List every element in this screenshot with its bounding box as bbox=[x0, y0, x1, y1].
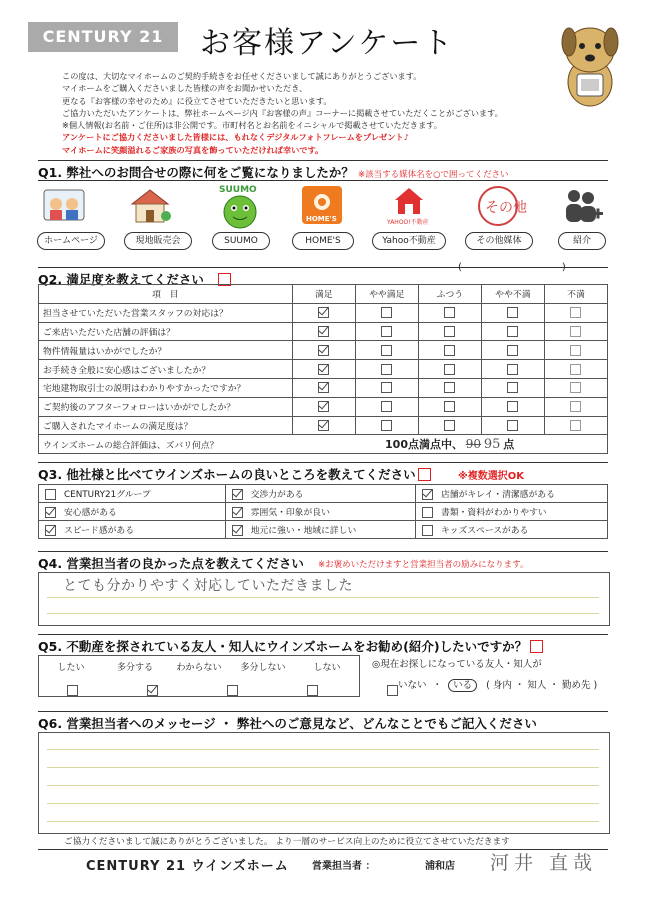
checkbox[interactable] bbox=[227, 685, 238, 696]
checkbox[interactable] bbox=[507, 401, 518, 412]
checkbox[interactable] bbox=[570, 307, 581, 318]
checkbox[interactable] bbox=[507, 382, 518, 393]
table-row bbox=[39, 503, 608, 521]
option-cell[interactable] bbox=[416, 485, 608, 503]
table-row bbox=[39, 303, 608, 322]
column-header: 不満 bbox=[544, 285, 607, 304]
friend-options: いない ・ いる ( 身内 ・ 知人 ・ 勤め先 ) bbox=[398, 680, 598, 691]
table-row bbox=[39, 360, 608, 379]
checkbox[interactable] bbox=[387, 685, 398, 696]
checkbox[interactable] bbox=[318, 420, 329, 431]
media-option-other[interactable]: その他媒体 bbox=[465, 232, 533, 250]
option-cell[interactable] bbox=[416, 521, 608, 539]
overall-score-cell bbox=[292, 435, 607, 454]
overall-score-row bbox=[39, 435, 608, 454]
row-label: ご来店いただいた店舗の評価は？ bbox=[39, 322, 293, 341]
media-option-yahoo[interactable]: Yahoo不動産 bbox=[372, 232, 446, 250]
checkbox[interactable] bbox=[318, 345, 329, 356]
checkbox[interactable] bbox=[147, 685, 158, 696]
option-label: 書類・資料がわかりやすい bbox=[441, 508, 547, 518]
row-label: 物件情報量はいかがでしたか？ bbox=[39, 341, 293, 360]
friend-option-yes[interactable]: いる bbox=[448, 679, 477, 692]
homes-icon-text: HOME'S bbox=[306, 215, 337, 223]
q3-check-mark-icon bbox=[418, 464, 431, 483]
q6-heading: Q6. 営業担当者へのメッセージ ・ 弊社へのご意見など、どんなことでもご記入ください bbox=[38, 716, 537, 731]
overall-score-scratch: 90 bbox=[465, 437, 482, 452]
other-icon-text: その他 bbox=[485, 200, 527, 216]
yahoo-realestate-icon bbox=[385, 184, 433, 228]
overall-label: ウインズホームの総合評価は、ズバリ何点？ bbox=[39, 435, 293, 454]
checkbox[interactable] bbox=[507, 420, 518, 431]
media-option-suumo[interactable]: SUUMO bbox=[212, 232, 270, 250]
row-label: 担当させていただいた営業スタッフの対応は？ bbox=[39, 303, 293, 322]
checkbox[interactable] bbox=[381, 345, 392, 356]
checkbox[interactable] bbox=[444, 401, 455, 412]
intro-line: ご協力いただいたアンケートは、弊社ホームページ内『お客様の声』コーナーに掲載させていただくことがございます。 bbox=[62, 107, 503, 118]
footer-thanks: ご協力くださいまして誠にありがとうございました。 より一層のサービス向上のために役立てさせていただきます bbox=[64, 837, 510, 847]
homepage-family-icon bbox=[42, 186, 86, 226]
intro-line: ※個人情報(お名前・ご住所)は非公開です。市町村名とお名前をイニシャルで掲載させていただきます。 bbox=[62, 120, 442, 131]
divider bbox=[38, 160, 608, 161]
checkbox[interactable] bbox=[381, 382, 392, 393]
column-header: ふつう bbox=[418, 285, 481, 304]
checkbox[interactable] bbox=[422, 507, 433, 518]
checkbox[interactable] bbox=[318, 326, 329, 337]
footer-brand: CENTURY 21 ウインズホーム bbox=[86, 859, 289, 874]
q5-check-mark-icon bbox=[530, 636, 543, 655]
friend-question: ◎現在お探しになっている友人・知人が bbox=[372, 659, 542, 670]
option-label: 店舗がキレイ・清潔感がある bbox=[441, 490, 555, 500]
intro-present-line: アンケートにご協力くださいました皆様には、もれなくデジタルフォトフレームをプレゼント♪ bbox=[62, 132, 409, 143]
table-row bbox=[39, 322, 608, 341]
intro-line: 更なる『お客様の幸せのため』に役立てさせていただきたいと思います。 bbox=[62, 95, 332, 106]
intro-line: マイホームをご購入くださいました皆様の声をお聞かせいただき、 bbox=[62, 83, 308, 94]
option-label: キッズスペースがある bbox=[441, 526, 529, 536]
checkbox[interactable] bbox=[232, 489, 243, 500]
intro-present-line: マイホームに笑顔溢れるご家族の写真を飾っていただければ幸いです。 bbox=[62, 144, 324, 155]
checkbox[interactable] bbox=[318, 382, 329, 393]
checkbox[interactable] bbox=[45, 525, 56, 536]
option-label: スピード感がある bbox=[64, 526, 135, 536]
option-label: 地元に強い・地域に詳しい bbox=[250, 526, 357, 536]
table-header-row bbox=[39, 285, 608, 304]
page-title: お客様アンケート bbox=[200, 26, 455, 61]
column-header: やや不満 bbox=[481, 285, 544, 304]
checkbox[interactable] bbox=[232, 525, 243, 536]
mascot-dog-icon bbox=[555, 22, 625, 110]
checkbox[interactable] bbox=[444, 420, 455, 431]
checkbox[interactable] bbox=[67, 685, 78, 696]
q1-note: ※該当する媒体名を○で囲ってください bbox=[358, 170, 509, 180]
overall-prefix: 100点満点中、 bbox=[385, 438, 463, 452]
option-label: 安心感がある bbox=[64, 508, 117, 518]
intro-text bbox=[62, 70, 503, 156]
checkbox[interactable] bbox=[444, 364, 455, 375]
media-option-homes[interactable]: HOME'S bbox=[292, 232, 354, 250]
q2-heading: Q2. 満足度を教えてください bbox=[38, 272, 204, 287]
checkbox[interactable] bbox=[232, 507, 243, 518]
staff-label: 営業担当者 ： bbox=[312, 861, 376, 872]
checkbox[interactable] bbox=[570, 364, 581, 375]
checkbox[interactable] bbox=[422, 489, 433, 500]
checkbox[interactable] bbox=[444, 382, 455, 393]
table-row bbox=[39, 416, 608, 435]
staff-name: 河井 直哉 bbox=[490, 852, 598, 874]
checkbox[interactable] bbox=[318, 364, 329, 375]
divider bbox=[38, 267, 608, 268]
checkbox[interactable] bbox=[507, 326, 518, 337]
option-cell[interactable] bbox=[225, 503, 415, 521]
suumo-icon-text: SUUMO bbox=[219, 185, 257, 195]
century21-logo: CENTURY 21 bbox=[28, 22, 178, 52]
checkbox[interactable] bbox=[318, 307, 329, 318]
overall-suffix: 点 bbox=[503, 438, 515, 452]
column-header: 項 目 bbox=[39, 285, 293, 304]
checkbox[interactable] bbox=[307, 685, 318, 696]
media-option-referral[interactable]: 紹介 bbox=[558, 232, 606, 250]
homes-icon bbox=[298, 184, 346, 228]
option-cell[interactable] bbox=[39, 485, 226, 503]
option-label: 交渉力がある bbox=[250, 490, 304, 500]
checkbox[interactable] bbox=[507, 364, 518, 375]
row-label: 宅地建物取引士の説明はわかりやすかったですか？ bbox=[39, 378, 293, 397]
divider bbox=[38, 551, 608, 552]
divider bbox=[38, 180, 608, 181]
option-cell[interactable] bbox=[39, 521, 226, 539]
checkbox[interactable] bbox=[570, 345, 581, 356]
recommend-label: したい bbox=[57, 663, 85, 673]
table-row bbox=[39, 378, 608, 397]
divider bbox=[38, 711, 608, 712]
yahoo-icon-text: YAHOO!不動産 bbox=[387, 219, 429, 226]
q4-answer-box[interactable] bbox=[38, 572, 610, 626]
checkbox[interactable] bbox=[422, 525, 433, 536]
recommend-options bbox=[38, 655, 360, 697]
option-cell[interactable] bbox=[225, 521, 415, 539]
table-row bbox=[39, 397, 608, 416]
table-row bbox=[39, 485, 608, 503]
column-header: やや満足 bbox=[355, 285, 418, 304]
row-label: お手続き全般に安心感はございましたか？ bbox=[39, 360, 293, 379]
recommend-label: わからない bbox=[176, 663, 222, 673]
q1-heading: Q1. 弊社へのお問合せの際に何をご覧になりましたか？ bbox=[38, 165, 354, 180]
overall-score[interactable]: 95 bbox=[483, 437, 501, 453]
option-cell[interactable] bbox=[416, 503, 608, 521]
row-label: ご契約後のアフターフォローはいかがでしたか？ bbox=[39, 397, 293, 416]
suumo-icon bbox=[215, 182, 265, 230]
divider bbox=[38, 634, 608, 635]
q6-message-box[interactable] bbox=[38, 732, 610, 834]
referral-people-icon bbox=[560, 184, 604, 228]
q4-note: ※お褒めいただけますと営業担当者の励みになります。 bbox=[318, 560, 529, 570]
checkbox[interactable] bbox=[444, 345, 455, 356]
column-header: 満足 bbox=[292, 285, 355, 304]
strengths-table bbox=[38, 484, 608, 539]
table-row bbox=[39, 341, 608, 360]
checkbox[interactable] bbox=[444, 307, 455, 318]
checkbox[interactable] bbox=[45, 489, 56, 500]
option-label: 雰囲気・印象が良い bbox=[250, 508, 330, 518]
recommend-label: 多分する bbox=[116, 663, 153, 673]
option-cell[interactable] bbox=[39, 503, 226, 521]
checkbox[interactable] bbox=[444, 326, 455, 337]
q3-note: ※複数選択OK bbox=[458, 471, 524, 482]
q3-heading: Q3. 他社様と比べてウインズホームの良いところを教えてください bbox=[38, 467, 416, 482]
q4-answer-text[interactable]: とても分かりやすく対応していただきました bbox=[63, 578, 353, 594]
checkbox[interactable] bbox=[570, 382, 581, 393]
friend-option-none[interactable]: いない bbox=[398, 680, 427, 691]
satisfaction-table bbox=[38, 284, 608, 454]
other-media-icon bbox=[476, 184, 527, 228]
media-option-open-house[interactable]: 現地販売会 bbox=[124, 232, 192, 250]
checkbox[interactable] bbox=[381, 307, 392, 318]
q4-heading: Q4. 営業担当者の良かった点を教えてください bbox=[38, 556, 304, 571]
checkbox[interactable] bbox=[381, 401, 392, 412]
checkbox[interactable] bbox=[45, 507, 56, 518]
divider bbox=[38, 462, 608, 463]
q5-heading: Q5. 不動産を探されている友人・知人にウインズホームをお勧め(紹介)したいですか？ bbox=[38, 639, 528, 654]
recommend-label: しない bbox=[313, 663, 341, 673]
row-label: ご購入されたマイホームの満足度は？ bbox=[39, 416, 293, 435]
other-media-paren: ( ) bbox=[458, 262, 566, 273]
media-option-homepage[interactable]: ホームページ bbox=[37, 232, 105, 250]
checkbox[interactable] bbox=[507, 307, 518, 318]
recommend-label: 多分しない bbox=[240, 663, 286, 673]
checkbox[interactable] bbox=[381, 420, 392, 431]
checkbox[interactable] bbox=[570, 326, 581, 337]
checkbox[interactable] bbox=[507, 345, 518, 356]
intro-line: この度は、大切なマイホームのご契約手続きをお任せくださいまして誠にありがとうございます。 bbox=[62, 71, 422, 81]
option-label: CENTURY21グループ bbox=[64, 490, 151, 500]
checkbox[interactable] bbox=[570, 420, 581, 431]
open-house-icon bbox=[128, 186, 172, 226]
checkbox[interactable] bbox=[381, 364, 392, 375]
branch-name: 浦和店 bbox=[425, 861, 455, 872]
checkbox[interactable] bbox=[570, 401, 581, 412]
friend-detail: ( 身内 ・ 知人 ・ 勤め先 ) bbox=[486, 680, 598, 691]
option-cell[interactable] bbox=[225, 485, 415, 503]
checkbox[interactable] bbox=[318, 401, 329, 412]
table-row bbox=[39, 521, 608, 539]
checkbox[interactable] bbox=[381, 326, 392, 337]
